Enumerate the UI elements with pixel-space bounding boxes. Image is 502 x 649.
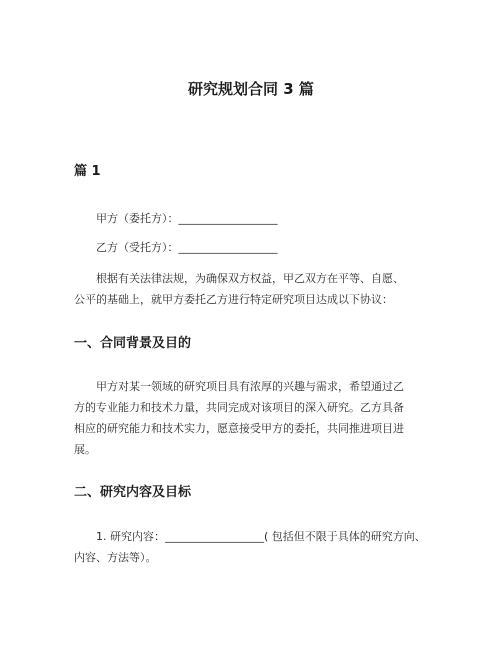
party-b-line [74,237,434,258]
party-b-text: 乙方（受托方）：__________________ [96,241,278,254]
section-2-paragraph [74,526,434,568]
intro-paragraph [74,268,434,310]
intro-line-1: 根据有关法律法规，为确保双方权益，甲乙双方在平等、自愿、 [96,272,404,285]
section-2-line-1: 1. 研究内容：__________________( 包括但不限于具体的研究方向、 [96,530,426,543]
section-1-line-4: 展。 [74,443,96,456]
part-heading: 篇 1 [74,164,101,179]
section-1-line-2: 方的专业能力和技术力量，共同完成对该项目的深入研究。乙方具备 [74,401,404,414]
section-1-line-1: 甲方对某一领域的研究项目具有浓厚的兴趣与需求，希望通过乙 [96,380,404,393]
party-a-line [74,208,434,229]
section-1-paragraph [74,376,434,460]
section-2-line-2: 内容、方法等）。 [74,551,157,564]
document-title: 研究规划合同 3 篇 [188,80,314,98]
section-2-heading: 二、研究内容及目标 [74,485,192,500]
section-1-line-3: 相应的研究能力和技术实力，愿意接受甲方的委托，共同推进项目进 [74,422,404,435]
section-1-heading: 一、合同背景及目的 [74,336,192,351]
party-a-text: 甲方（委托方）：__________________ [96,212,278,225]
intro-line-2: 公平的基础上，就甲方委托乙方进行特定研究项目达成以下协议： [74,293,393,306]
